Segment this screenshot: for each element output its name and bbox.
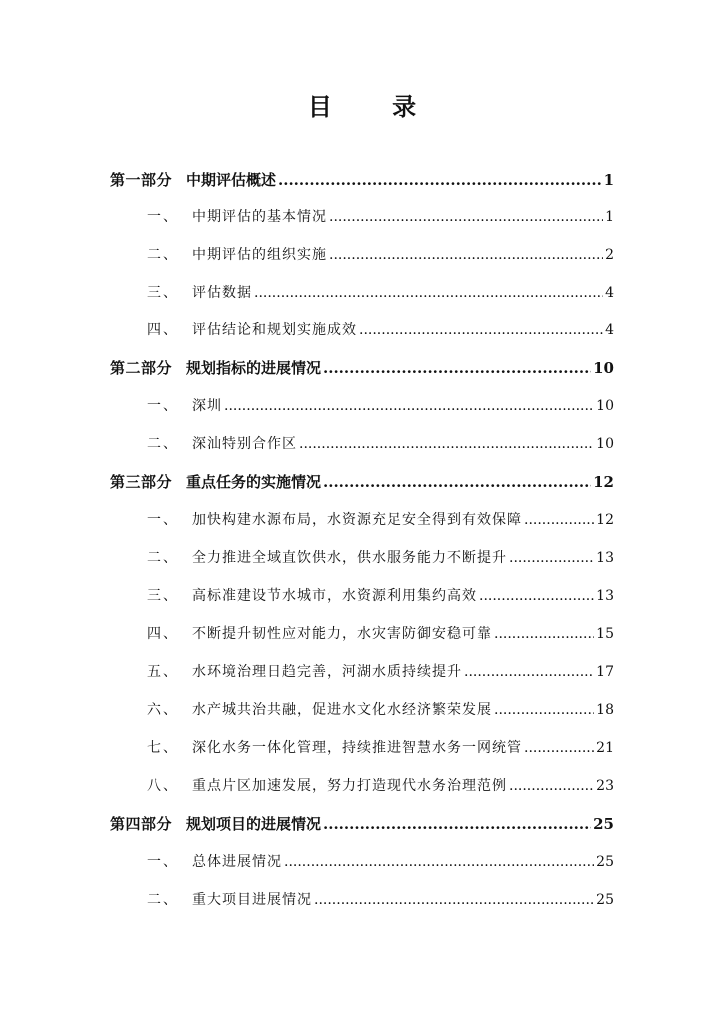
toc-section-row[interactable]: [147, 508, 614, 532]
dot-leader: [509, 546, 594, 570]
toc-part-label: 规划项目的进展情况: [186, 815, 322, 833]
dot-leader: [479, 584, 594, 608]
toc-section-label: 加快构建水源布局，水资源充足安全得到有效保障: [192, 512, 522, 528]
toc-page-number: 10: [596, 398, 614, 414]
toc-section-number: 一、: [147, 398, 179, 414]
toc-page-number: 15: [596, 626, 614, 642]
toc-section-number: 二、: [147, 436, 179, 452]
toc-part-number: 第一部分: [110, 171, 173, 189]
toc-page-number: 18: [596, 702, 614, 718]
dot-leader: [359, 318, 603, 342]
dot-leader: [509, 774, 594, 798]
toc-section-number: 四、: [147, 322, 179, 338]
dot-leader: [494, 622, 594, 646]
dot-leader: [323, 356, 591, 380]
toc-section-label: 重点片区加速发展，努力打造现代水务治理范例: [192, 778, 507, 794]
toc-page-number: 25: [596, 854, 614, 870]
toc-section-label: 总体进展情况: [192, 854, 282, 870]
toc-page-number: 23: [596, 778, 614, 794]
toc-section-label: 深汕特别合作区: [192, 436, 297, 452]
toc-section-row[interactable]: [147, 584, 614, 608]
dot-leader: [278, 168, 602, 192]
dot-leader: [524, 736, 594, 760]
toc-part-label: 规划指标的进展情况: [186, 359, 322, 377]
toc-part-row[interactable]: [110, 470, 614, 494]
dot-leader: [254, 281, 603, 305]
toc-page-number: 12: [596, 512, 614, 528]
toc-page-number: 1: [605, 209, 614, 225]
dot-leader: [464, 660, 594, 684]
toc-part-number: 第四部分: [110, 815, 173, 833]
toc-section-row[interactable]: [147, 660, 614, 684]
toc-part-label: 重点任务的实施情况: [186, 473, 322, 491]
toc-section-number: 二、: [147, 247, 179, 263]
toc-page-number: 10: [596, 436, 614, 452]
toc-section-row[interactable]: [147, 318, 614, 342]
toc-page-number: 2: [605, 247, 614, 263]
toc-section-label: 中期评估的基本情况: [192, 209, 327, 225]
toc-section-label: 评估数据: [192, 285, 252, 301]
dot-leader: [329, 205, 603, 229]
toc-section-row[interactable]: [147, 736, 614, 760]
toc-section-row[interactable]: [147, 774, 614, 798]
toc-section-row[interactable]: [147, 432, 614, 456]
toc-page-number: 10: [593, 359, 614, 377]
toc-section-label: 中期评估的组织实施: [192, 247, 327, 263]
toc-page-number: 13: [596, 550, 614, 566]
toc-part-row[interactable]: [110, 812, 614, 836]
toc-section-row[interactable]: [147, 546, 614, 570]
toc-section-row[interactable]: [147, 622, 614, 646]
toc-page-number: 21: [596, 740, 614, 756]
toc-page-number: 4: [605, 322, 614, 338]
dot-leader: [494, 698, 594, 722]
toc-section-number: 七、: [147, 740, 179, 756]
toc-part-number: 第二部分: [110, 359, 173, 377]
dot-leader: [323, 812, 591, 836]
toc-page-number: 25: [596, 892, 614, 908]
toc-section-label: 重大项目进展情况: [192, 892, 312, 908]
toc-section-number: 六、: [147, 702, 179, 718]
dot-leader: [323, 470, 591, 494]
toc-section-number: 二、: [147, 550, 179, 566]
toc-section-label: 不断提升韧性应对能力，水灾害防御安稳可靠: [192, 626, 492, 642]
toc-section-label: 水产城共治共融，促进水文化水经济繁荣发展: [192, 702, 492, 718]
toc-section-number: 一、: [147, 209, 179, 225]
toc-part-row[interactable]: [110, 356, 614, 380]
toc-part-label: 中期评估概述: [186, 171, 277, 189]
toc-section-label: 深化水务一体化管理，持续推进智慧水务一网统管: [192, 740, 522, 756]
toc-page-number: 17: [596, 664, 614, 680]
toc-page-number: 1: [603, 171, 614, 189]
toc-section-number: 四、: [147, 626, 179, 642]
dot-leader: [224, 394, 594, 418]
toc-section-number: 一、: [147, 854, 179, 870]
dot-leader: [329, 243, 603, 267]
toc-part-number: 第三部分: [110, 473, 173, 491]
toc-section-row[interactable]: [147, 888, 614, 912]
dot-leader: [314, 888, 594, 912]
toc-section-number: 三、: [147, 588, 179, 604]
toc-section-row[interactable]: [147, 698, 614, 722]
toc-part-row[interactable]: [110, 168, 614, 192]
toc-section-label: 水环境治理日趋完善，河湖水质持续提升: [192, 664, 462, 680]
page-title: 目 录: [307, 92, 443, 121]
toc-section-number: 二、: [147, 892, 179, 908]
toc-page-number: 12: [593, 473, 614, 491]
toc-section-number: 五、: [147, 664, 179, 680]
toc-page-number: 25: [593, 815, 614, 833]
toc-section-row[interactable]: [147, 850, 614, 874]
toc-page-number: 4: [605, 285, 614, 301]
toc-section-number: 三、: [147, 285, 179, 301]
toc-section-number: 八、: [147, 778, 179, 794]
toc-section-label: 深圳: [192, 398, 222, 414]
toc-section-row[interactable]: [147, 394, 614, 418]
toc-section-number: 一、: [147, 512, 179, 528]
toc-section-label: 全力推进全域直饮供水，供水服务能力不断提升: [192, 550, 507, 566]
toc-page-number: 13: [596, 588, 614, 604]
dot-leader: [284, 850, 594, 874]
toc-section-row[interactable]: [147, 205, 614, 229]
toc-section-label: 高标准建设节水城市，水资源利用集约高效: [192, 588, 477, 604]
toc-section-label: 评估结论和规划实施成效: [192, 322, 357, 338]
dot-leader: [299, 432, 594, 456]
toc-section-row[interactable]: [147, 281, 614, 305]
toc-section-row[interactable]: [147, 243, 614, 267]
dot-leader: [524, 508, 594, 532]
